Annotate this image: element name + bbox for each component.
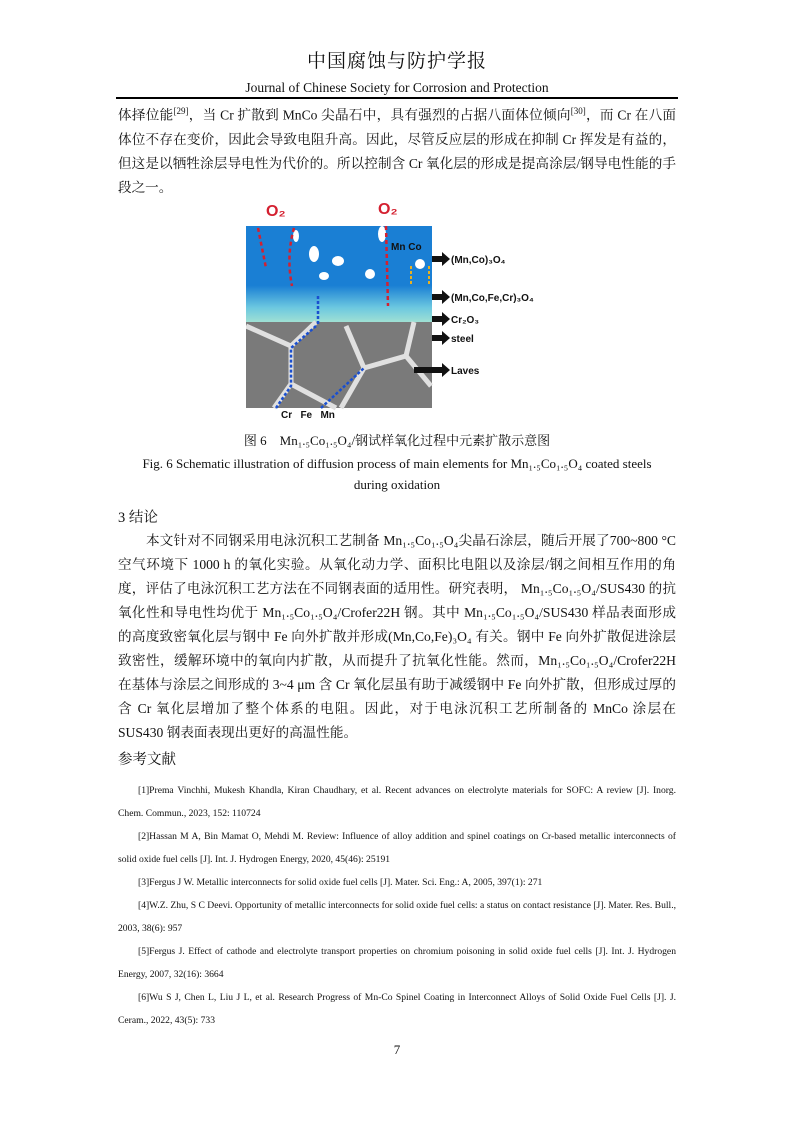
- journal-title-cn: 中国腐蚀与防护学报: [306, 51, 487, 72]
- body-flow: [118, 430, 676, 1058]
- reference-list: [118, 779, 676, 1032]
- layer-label: Cr₂O₃: [451, 315, 479, 326]
- reference-item: [5]Fergus J. Effect of cathode and electrolyte transport properties on chromium poisoning in solid oxide fuel cells [J]. Int. J. Hydrogen Energy, 2007, 32(16): 3664: [118, 946, 676, 980]
- reference-item: [6]Wu S J, Chen L, Liu J L, et al. Research Progress of Mn-Co Spinel Coating in Interconnect Alloys of Solid Oxide Fuel Cells [J]. J. Ceram., 2022, 43(5): 733: [118, 992, 676, 1026]
- o2-label: O₂: [378, 201, 398, 218]
- layer-label: steel: [451, 334, 474, 345]
- conclusion-paragraph: 本文针对不同钢采用电泳沉积工艺制备 Mn₁.₅Co₁.₅O₄尖晶石涂层，随后开展了700~800 °C 空气环境下 1000 h 的氧化实验。从氧化动力学、面积比电阻以及涂层/钢之间相互作用的角度，评估了电泳沉积工艺方法在不同钢表面的适用性。研究表明， Mn₁.₅Co₁.₅O₄/SUS430 的抗氧化性和导电性均优于 Mn₁.₅Co₁.₅O₄/Crofer22H 钢。其中 Mn₁.₅Co₁.₅O₄/SUS430 样品表面形成的高度致密氧化层与钢中 Fe 向外扩散并形成(Mn,Co,Fe)₃O₄ 有关。钢中 Fe 向外扩散促进涂层致密性，缓解环境中的氧向内扩散，从而提升了抗氧化性能。然而，Mn₁.₅Co₁.₅O₄/Crofer22H 在基体与涂层之间形成的 3~4 μm 含 Cr 氧化层虽有助于减缓钢中 Fe 向外扩散，但形成过厚的含 Cr 氧化层增加了整个体系的电阻。因此，对于电泳沉积工艺所制备的 MnCo 涂层在 SUS430 钢表面表现出更好的高温性能。: [118, 533, 676, 740]
- intro-paragraph: [118, 99, 676, 200]
- steel-layer: [246, 322, 432, 408]
- figure-6: [246, 196, 576, 426]
- layer-label: Laves: [451, 366, 480, 377]
- journal-title-en: Journal of Chinese Society for Corrosion and Protection: [245, 80, 549, 95]
- figure-caption-en-cont: during oxidation: [353, 477, 441, 492]
- elements-label: Cr Fe Mn: [281, 410, 335, 421]
- figure-caption-en: Fig. 6 Schematic illustration of diffusion process of main elements for Mn₁.₅Co₁.₅O₄ coated steels: [142, 456, 652, 471]
- text: 体择位能: [118, 107, 174, 123]
- layer-label: (Mn,Co)₃O₄: [451, 255, 506, 266]
- layer-label: (Mn,Co,Fe,Cr)₃O₄: [451, 293, 534, 304]
- page-number: 7: [393, 1042, 401, 1057]
- coating-layer: [246, 226, 432, 322]
- reference-item: [4]W.Z. Zhu, S C Deevi. Opportunity of metallic interconnects for solid oxide fuel cells: a status on contact resistance [J]. Mater. Res. Bull., 2003, 38(6): 957: [118, 900, 676, 934]
- mnco-label: Mn Co: [391, 242, 422, 253]
- section-heading-conclusion: 3 结论: [118, 510, 158, 526]
- text: ，而 Cr 在八面体位不存在变价，因此会导致电阻升高。因此，尽管反应层的形成在抑制 Cr 挥发是有益的，但这是以牺牲涂层导电性为代价的。所以控制含 Cr 氧化层的形成是提高涂层/钢导电性能的手段之一。: [118, 107, 677, 195]
- o2-label: O₂: [266, 203, 286, 220]
- text: ，当 Cr 扩散到 MnCo 尖晶石中，具有强烈的占据八面体位倾向: [188, 107, 571, 123]
- citation: [30]: [570, 106, 586, 116]
- reference-item: [2]Hassan M A, Bin Mamat O, Mehdi M. Review: Influence of alloy addition and spinel coatings on Cr-based metallic interconnects of solid oxide fuel cells [J]. Int. J. Hydrogen Energy, 2020, 45(46): 25191: [118, 831, 676, 865]
- reference-item: [3]Fergus J W. Metallic interconnects for solid oxide fuel cells [J]. Mater. Sci. Eng.: A, 2005, 397(1): 271: [138, 877, 543, 888]
- references-heading: 参考文献: [118, 752, 176, 768]
- citation: [29]: [173, 106, 189, 116]
- reference-item: [1]Prema Vinchhi, Mukesh Khandla, Kiran Chaudhary, et al. Recent advances on electrolyte materials for SOFC: A review [J]. Inorg. Chem. Commun., 2023, 152: 110724: [118, 785, 676, 819]
- figure-caption-cn: 图 6 Mn₁.₅Co₁.₅O₄/钢试样氧化过程中元素扩散示意图: [243, 433, 551, 448]
